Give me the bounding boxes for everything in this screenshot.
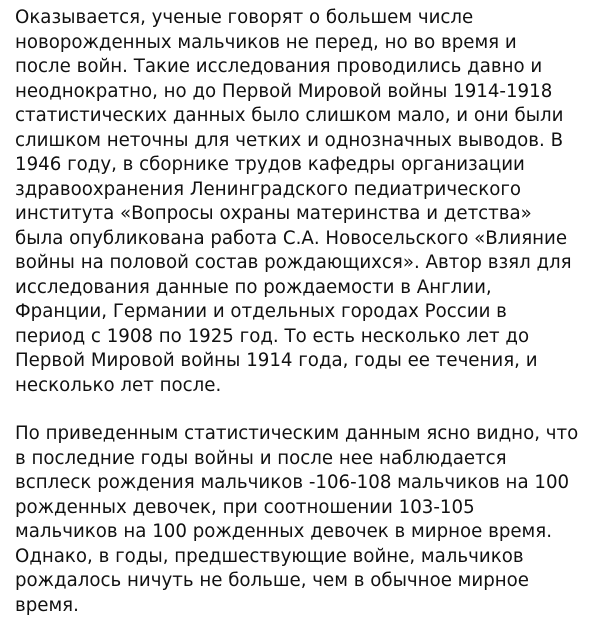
text-line: была опубликована работа С.А. Новосельского «Влияние	[15, 227, 568, 249]
text-line: новорожденных мальчиков не перед, но во время и	[15, 31, 517, 53]
text-line: исследования данные по рождаемости в Англии,	[15, 276, 492, 298]
text-line: в последние годы войны и после нее наблюдается	[15, 447, 507, 469]
text-line: время.	[15, 594, 79, 616]
paragraph-1	[15, 6, 592, 398]
text-line: Оказывается, ученые говорят о большем числе	[15, 7, 474, 28]
text-line: Первой Мировой войны 1914 года, годы ее течения, и	[15, 350, 538, 371]
text-line: после войн. Такие исследования проводились давно и	[15, 56, 543, 77]
text-line: Франции, Германии и отдельных городах России в	[15, 301, 507, 322]
text-line: статистических данных было слишком мало, и они были	[15, 105, 564, 126]
text-line: мальчиков на 100 рожденных девочек в мирное время.	[15, 521, 552, 542]
text-line: По приведенным статистическим данным ясно видно, что	[15, 423, 579, 444]
text-line: рожденных девочек, при соотношении 103-105	[15, 496, 475, 518]
text-line: несколько лет после.	[15, 374, 222, 396]
paragraph-2	[15, 422, 592, 618]
text-line: всплеск рождения мальчиков -106-108 мальчиков на 100	[15, 472, 570, 493]
text-line: Однако, в годы, предшествующие войне, мальчиков	[15, 545, 524, 567]
text-line: войны на половой состав рождающихся». Автор взял для	[15, 252, 572, 273]
text-line: института «Вопросы охраны материнства и детства»	[15, 203, 532, 224]
text-line: 1946 году, в сборнике трудов кафедры организации	[15, 154, 525, 175]
text-line: здравоохранения Ленинградского педиатрического	[15, 178, 522, 200]
text-line: рождалось ничуть не больше, чем в обычное мирное	[15, 570, 529, 591]
text-line: неоднократно, но до Первой Мировой войны 1914-1918	[15, 80, 553, 102]
text-line: слишком неточны для четких и однозначных выводов. В	[15, 129, 564, 151]
text-line: период с 1908 по 1925 год. То есть несколько лет до	[15, 325, 530, 347]
